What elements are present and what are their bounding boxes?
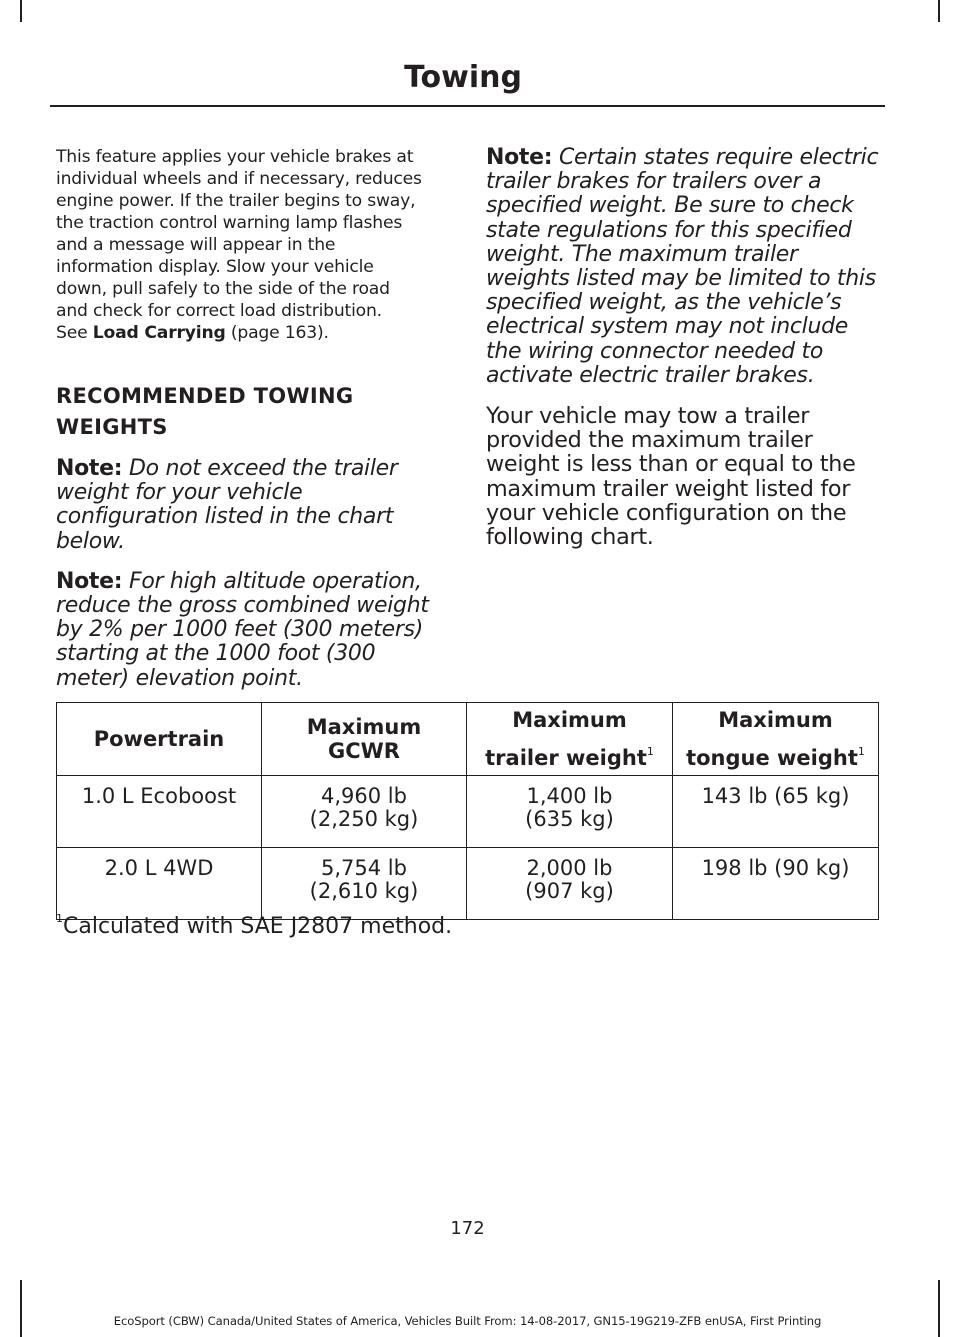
crop-mark-top-right (938, 0, 940, 22)
header-max-gcwr: Maximum GCWR (262, 703, 467, 776)
header-powertrain: Powertrain (57, 703, 262, 776)
cell-powertrain: 1.0 L Ecoboost (57, 776, 262, 848)
footnote-marker: 1 (857, 745, 865, 758)
cell-tongue-weight: 143 lb (65 kg) (673, 776, 879, 848)
header-max-trailer-weight: Maximum trailer weight$^1$ (467, 703, 673, 776)
section-heading: RECOMMENDED TOWING WEIGHTS (56, 384, 354, 439)
towing-weights-table (56, 702, 879, 920)
table-row (57, 776, 879, 848)
table-header-row (57, 703, 879, 776)
header-rule (50, 105, 885, 107)
note-high-altitude: Note: For high altitude operation, reduce the gross combined weight by 2% per 1000 feet (300 meters) starting at the 1000 foot (300 meter) elevation point. (56, 568, 429, 691)
load-carrying-link[interactable]: Load Carrying (92, 323, 226, 343)
cell-tongue-weight: 198 lb (90 kg) (673, 848, 879, 920)
left-column (56, 146, 450, 707)
footnote-marker: 1 (646, 745, 654, 758)
cell-gcwr: 5,754 lb (2,610 kg) (262, 848, 467, 920)
note-electric-brakes: Note: Certain states require electric trailer brakes for trailers over a specified weight. Be sure to check state regulations for this specified weight. The maximum trailer weights listed may be limited to this specified weight, as the vehicle’s electrical system may not include the wiring connector needed to activate electric trailer brakes. (486, 145, 879, 388)
right-column (486, 146, 880, 549)
cell-trailer-weight: 2,000 lb (907 kg) (467, 848, 673, 920)
tow-capacity-paragraph: Your vehicle may tow a trailer provided the maximum trailer weight is less than or equal to the maximum trailer weight listed for your vehicle configuration on the following chart. (486, 403, 856, 551)
cell-trailer-weight: 1,400 lb (635 kg) (467, 776, 673, 848)
print-footer: EcoSport (CBW) Canada/United States of America, Vehicles Built From: 14-08-2017, GN15-19G219-ZFB enUSA, First Printing (113, 1314, 822, 1328)
footnote-number: 1 (56, 912, 63, 925)
intro-paragraph: This feature applies your vehicle brakes at individual wheels and if necessary, reduces engine power. If the trailer begins to sway, the traction control warning lamp flashes and a message will appear in the information display. Slow your vehicle down, pull safely to the side of the road and check for correct load distribution. See Load Carrying (page 163). (56, 147, 422, 343)
table-row (57, 848, 879, 920)
crop-mark-bottom-left (20, 1280, 22, 1337)
table-footnote: $^1$Calculated with SAE J2807 method. (56, 912, 453, 939)
header-max-tongue-weight: Maximum tongue weight$^1$ (673, 703, 879, 776)
crop-mark-bottom-right (938, 1280, 940, 1337)
page-title: Towing (404, 60, 522, 95)
cell-gcwr: 4,960 lb (2,250 kg) (262, 776, 467, 848)
crop-mark-top-left (20, 0, 22, 22)
note-trailer-weight: Note: Do not exceed the trailer weight for your vehicle configuration listed in the chart below. (56, 456, 398, 554)
cell-powertrain: 2.0 L 4WD (57, 848, 262, 920)
page-number: 172 (450, 1218, 485, 1239)
